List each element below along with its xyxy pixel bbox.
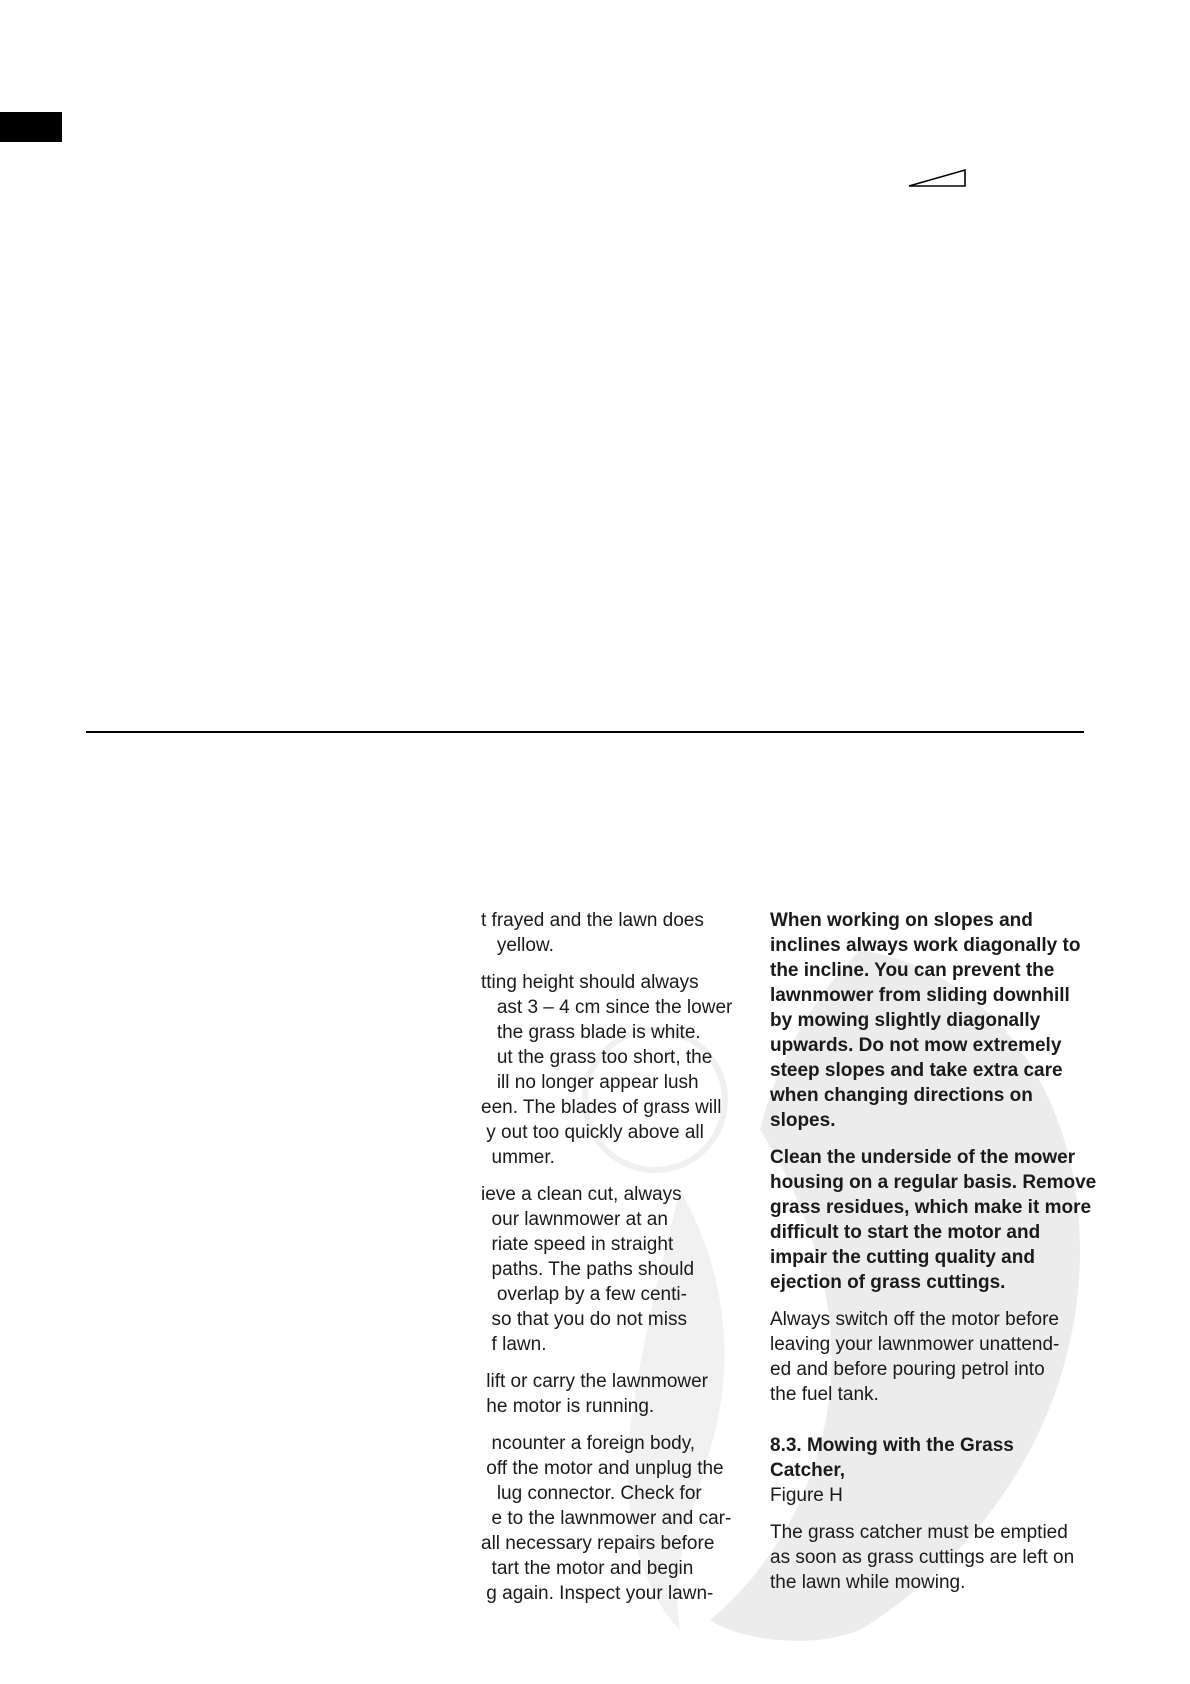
paragraph-foreign-body: ncounter a foreign body, off the motor and unplug the lug connector. Check for e to the lawnmower and car- all necessary repairs before tart the motor and begin g again. Inspect your lawn- [481,1433,732,1604]
warning-clean-housing: Clean the underside of the mower housing on a regular basis. Remove grass residues, which make it more difficult to start the motor and impair the cutting quality and ejection of grass cuttings. [770,1147,1097,1293]
paragraph-cutting-height: tting height should always ast 3 – 4 cm since the lower the grass blade is white. ut the grass too short, the ill no longer appear lush een. The blades of grass will y out too quickly above all ummer. [481,972,733,1168]
paragraph-grass-catcher: The grass catcher must be emptied as soon as grass cuttings are left on the lawn while mowing. [770,1522,1075,1593]
section-heading: 8.3. Mowing with the Grass Catcher, [770,1435,1014,1481]
warning-slopes: When working on slopes and inclines always work diagonally to the incline. You can prevent the lawnmower from sliding downhill by mowing slightly diagonally upwards. Do not mow extremely steep slopes and take extra care when changing directions on slopes. [770,910,1081,1131]
section-heading-wrap [770,1433,1090,1508]
section-divider [86,731,1084,733]
slope-triangle-icon [907,168,967,188]
right-column [770,908,1097,1607]
middle-column [481,908,751,1618]
paragraph-frayed: t frayed and the lawn does yellow. [481,910,704,956]
paragraph-switch-off: Always switch off the motor before leaving your lawnmower unattend- ed and before pouring petrol into the fuel tank. [770,1309,1060,1405]
page-tab-marker [0,112,62,142]
paragraph-lift-carry: lift or carry the lawnmower he motor is running. [486,1371,709,1417]
figure-reference: Figure H [770,1485,843,1506]
paragraph-clean-cut: ieve a clean cut, always our lawnmower at an riate speed in straight paths. The paths should overlap by a few centi- so that you do not miss f lawn. [481,1184,695,1355]
